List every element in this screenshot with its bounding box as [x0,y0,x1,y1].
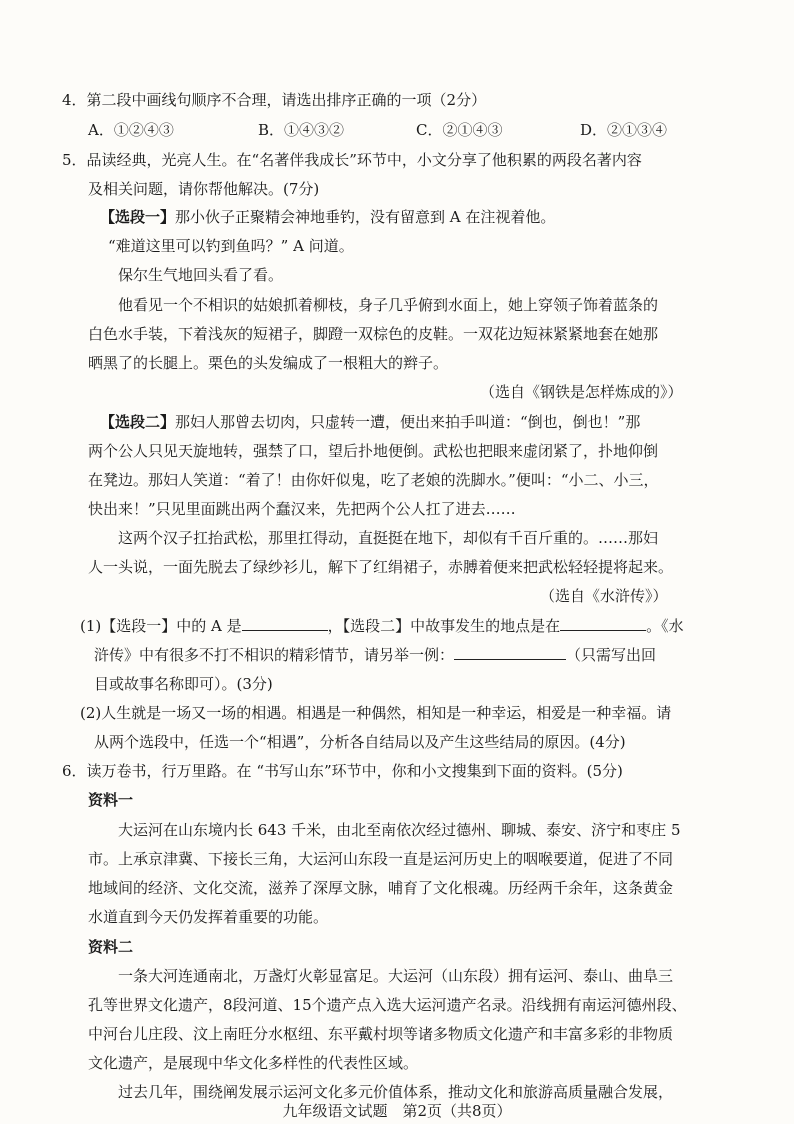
page-footer: 九年级语文试题 第2页（共8页） [282,1102,512,1120]
material2-line5: 过去几年，围绕阐发展示运河文化多元价值体系，推动文化和旅游高质量融合发展， [118,1083,674,1101]
answer-blank-location[interactable] [560,616,646,631]
q4-stem: 4．第二段中画线句顺序不合理，请选出排序正确的一项（2分） [62,91,487,109]
q4-option-b: B．①④③② [258,121,345,139]
material2-title: 资料二 [88,938,134,956]
q5-segment2-line5: 这两个汉子扛抬武松，那里扛得动，直挺挺在地下，却似有千百斤重的。……那妇 [118,529,659,547]
material1-line3: 地域间的经济、文化交流，滋养了深厚文脉，哺育了文化根魂。历经两千余年，这条黄金 [88,879,674,897]
material1-title: 资料一 [88,791,134,809]
material2-line3: 中河台儿庄段、汶上南旺分水枢纽、东平戴村坝等诸多物质文化遗产和丰富多彩的非物质 [88,1025,674,1043]
q5-sub2-line1: (2)人生就是一场又一场的相遇。相遇是一种偶然，相知是一种幸运，相爱是一种幸福。请 [80,704,672,722]
q5-sub2-line2: 从两个选段中，任选一个“相遇”，分析各自结局以及产生这些结局的原因。(4分) [94,733,626,751]
answer-blank-a[interactable] [242,616,328,631]
answer-blank-example[interactable] [454,645,566,660]
q5-segment1-line3: 保尔生气地回头看了看。 [118,266,284,284]
q4-option-d: D．②①③④ [580,121,668,139]
q5-segment1-line2: “难道这里可以钓到鱼吗？” A 问道。 [108,237,354,255]
q5-segment2-line3: 在凳边。那妇人笑道：“着了！由你奸似鬼，吃了老娘的洗脚水。”便叫：“小二、小三， [88,471,659,489]
q5-segment2-line6: 人一头说，一面先脱去了绿纱衫儿，解下了红绢裙子，赤膊着便来把武松轻轻提将起来。 [88,558,674,576]
q5-segment1-line4: 他看见一个不相识的姑娘抓着柳枝，身子几乎俯到水面上，她上穿领子饰着蓝条的 [118,296,659,314]
q6-stem: 6．读万卷书，行万里路。在 “书写山东”环节中，你和小文搜集到下面的资料。(5分) [62,762,623,780]
q5-segment1-line5: 白色水手装，下着浅灰的短裙子，脚蹬一双棕色的皮鞋。一双花边短袜紧紧地套在她那 [88,325,659,343]
q4-option-a: A．①②④③ [88,121,174,139]
material1-line1: 大运河在山东境内长 643 千米，由北至南依次经过德州、聊城、泰安、济宁和枣庄 5 [118,821,681,839]
q5-sub1-line3: 目或故事名称即可）。(3分) [94,675,273,693]
q5-segment2-line2: 两个公人只见天旋地转，强禁了口，望后扑地便倒。武松也把眼来虚闭紧了，扑地仰倒 [88,442,659,460]
q5-segment2-line4: 快出来！”只见里面跳出两个蠢汉来，先把两个公人扛了进去…… [88,500,516,518]
q5-stem-line1: 5．品读经典，光亮人生。在“名著伴我成长”环节中，小文分享了他积累的两段名著内容 [62,151,642,169]
segment1-label: 【选段一】 [100,208,176,226]
material2-line2: 孔等世界文化遗产，8段河道、15个遗产点入选大运河遗产名录。沿线拥有南运河德州段、 [88,996,687,1014]
material2-line1: 一条大河连通南北，万盏灯火彰显富足。大运河（山东段）拥有运河、泰山、曲阜三 [118,967,674,985]
material1-line4: 水道直到今天仍发挥着重要的功能。 [88,908,329,926]
q5-segment1-line6: 晒黑了的长腿上。栗色的头发编成了一根粗大的辫子。 [88,354,449,372]
q4-option-c: C．②①④③ [416,121,503,139]
material1-line2: 市。上承京津冀、下接长三角，大运河山东段一直是运河历史上的咽喉要道，促进了不同 [88,850,674,868]
q5-segment1-source: （选自《钢铁是怎样炼成的》） [480,383,683,401]
q5-segment2-source: （选自《水浒传》） [540,587,668,605]
q5-stem-line2: 及相关问题，请你帮他解决。(7分) [88,180,320,198]
q5-sub1-line1: (1)【选段一】中的 A 是 ，【选段二】中故事发生的地点是在 。《水 [80,617,684,635]
q5-segment2-line1: 【选段二】那妇人那曾去切肉，只虚转一遭，便出来拍手叫道：“倒也，倒也！”那 [100,413,641,431]
segment2-label: 【选段二】 [100,413,176,431]
q5-segment1-line1: 【选段一】那小伙子正聚精会神地垂钓，没有留意到 A 在注视着他。 [100,208,556,226]
q5-sub1-line2: 浒传》中有很多不打不相识的精彩情节，请另举一例： （只需写出回 [94,646,657,664]
material2-line4: 文化遗产，是展现中华文化多样性的代表性区域。 [88,1054,419,1072]
